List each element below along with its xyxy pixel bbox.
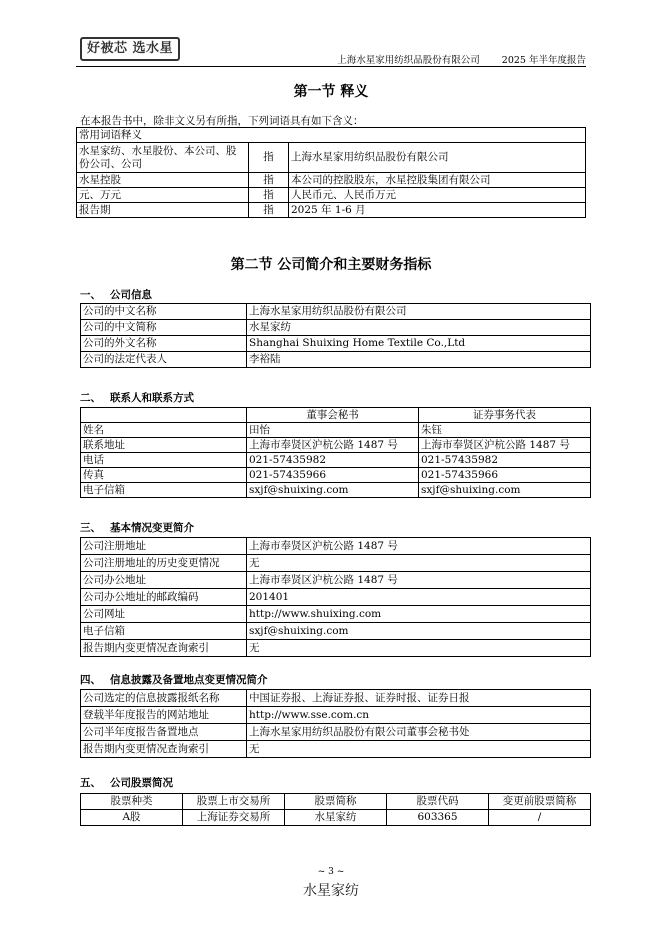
table-row — [81, 707, 591, 724]
table-row — [81, 423, 591, 438]
table-row — [81, 352, 591, 368]
glossary-term: 水星家纺、水星股份、本公司、股份公司、公司 — [77, 143, 249, 173]
glossary-meaning: 2025 年 1-6 月 — [289, 203, 586, 218]
row-value: 021-57435966 — [247, 468, 419, 483]
glossary-meaning: 上海水星家用纺织品股份有限公司 — [289, 143, 586, 173]
page-number: ~ 3 ~ — [317, 867, 345, 877]
row-label: 公司办公地址的邮政编码 — [81, 589, 247, 606]
table-row — [81, 320, 591, 336]
glossary-table — [76, 127, 586, 218]
section2-title: 第二节 公司简介和主要财务指标 — [230, 257, 432, 273]
glossary-ref: 指 — [249, 173, 289, 188]
table-row — [81, 606, 591, 623]
row-value: 021-57435966 — [419, 468, 591, 483]
table-row — [81, 589, 591, 606]
header-report: 2025 年半年度报告 — [501, 55, 586, 66]
row-value: 李裕陆 — [247, 352, 591, 368]
table-row — [81, 468, 591, 483]
glossary-ref: 指 — [249, 188, 289, 203]
row-value: 中国证券报、上海证券报、证券时报、证券日报 — [247, 690, 591, 707]
glossary-term: 元、万元 — [77, 188, 249, 203]
stock-type: A股 — [81, 810, 183, 826]
row-value: Shanghai Shuixing Home Textile Co.,Ltd — [247, 336, 591, 352]
row-label: 传真 — [81, 468, 247, 483]
glossary-term: 水星控股 — [77, 173, 249, 188]
row-label: 公司网址 — [81, 606, 247, 623]
section1-intro: 在本报告书中，除非文义另有所指，下列词语具有如下含义： — [80, 115, 364, 127]
glossary-meaning: 人民币元、人民币万元 — [289, 188, 586, 203]
row-label: 公司办公地址 — [81, 572, 247, 589]
row-label: 电话 — [81, 453, 247, 468]
table-row — [81, 304, 591, 320]
previous-short-name: / — [489, 810, 591, 826]
basic-changes-heading: 三、 基本情况变更简介 — [80, 522, 194, 534]
row-label: 公司的外文名称 — [81, 336, 247, 352]
row-value: 上海水星家用纺织品股份有限公司 — [247, 304, 591, 320]
row-label: 报告期内变更情况查询索引 — [81, 741, 247, 758]
table-row — [77, 173, 586, 188]
disclosure-heading: 四、 信息披露及备置地点变更情况简介 — [80, 674, 268, 686]
table-row — [77, 188, 586, 203]
row-value: 无 — [247, 555, 591, 572]
row-label: 公司半年度报告备置地点 — [81, 724, 247, 741]
glossary-ref: 指 — [249, 203, 289, 218]
table-row — [81, 572, 591, 589]
table-row — [81, 724, 591, 741]
row-value: 021-57435982 — [247, 453, 419, 468]
stock-short-name: 水星家纺 — [285, 810, 387, 826]
row-value: http://www.sse.com.cn — [247, 707, 591, 724]
row-value: http://www.shuixing.com — [247, 606, 591, 623]
company-info-heading: 一、 公司信息 — [80, 289, 152, 301]
stock-exchange: 上海证券交易所 — [183, 810, 285, 826]
row-value: 021-57435982 — [419, 453, 591, 468]
row-value: 上海市奉贤区沪杭公路 1487 号 — [247, 538, 591, 555]
column-header: 变更前股票简称 — [489, 794, 591, 810]
running-header — [337, 52, 586, 66]
row-value: sxjf@shuixing.com — [419, 483, 591, 498]
column-header: 股票简称 — [285, 794, 387, 810]
row-value: 上海市奉贤区沪杭公路 1487 号 — [247, 572, 591, 589]
table-row — [77, 143, 586, 173]
table-row — [81, 690, 591, 707]
row-value: sxjf@shuixing.com — [247, 623, 591, 640]
column-header: 董事会秘书 — [247, 408, 419, 423]
stock-heading: 五、 公司股票简况 — [80, 777, 173, 789]
glossary-caption: 常用词语释义 — [77, 128, 586, 143]
row-label: 登载半年度报告的网站地址 — [81, 707, 247, 724]
table-header-row — [81, 794, 591, 810]
row-label: 公司注册地址 — [81, 538, 247, 555]
table-row — [81, 336, 591, 352]
row-value: 无 — [247, 640, 591, 657]
column-header: 股票代码 — [387, 794, 489, 810]
column-header: 股票种类 — [81, 794, 183, 810]
column-header: 股票上市交易所 — [183, 794, 285, 810]
footer-brand: 水星家纺 — [303, 883, 359, 899]
table-row — [81, 810, 591, 826]
row-label: 公司注册地址的历史变更情况 — [81, 555, 247, 572]
header-divider — [76, 66, 586, 67]
table-row — [81, 538, 591, 555]
row-label: 姓名 — [81, 423, 247, 438]
table-header-row — [81, 408, 591, 423]
table-row — [81, 555, 591, 572]
table-row — [81, 741, 591, 758]
table-row — [81, 640, 591, 657]
row-label: 电子信箱 — [81, 623, 247, 640]
company-info-table — [80, 303, 591, 368]
table-row — [77, 203, 586, 218]
row-label: 公司选定的信息披露报纸名称 — [81, 690, 247, 707]
contacts-heading: 二、 联系人和联系方式 — [80, 392, 194, 404]
section1-title: 第一节 释义 — [293, 84, 369, 100]
header-company: 上海水星家用纺织品股份有限公司 — [337, 55, 480, 66]
empty-header — [81, 408, 247, 423]
row-value: 田怡 — [247, 423, 419, 438]
row-label: 电子信箱 — [81, 483, 247, 498]
row-value: 上海市奉贤区沪杭公路 1487 号 — [247, 438, 419, 453]
table-row — [81, 453, 591, 468]
disclosure-table — [80, 689, 591, 758]
stock-table — [80, 793, 591, 826]
row-value: 无 — [247, 741, 591, 758]
row-value: 水星家纺 — [247, 320, 591, 336]
contacts-table — [80, 407, 591, 498]
row-label: 公司的法定代表人 — [81, 352, 247, 368]
row-label: 公司的中文简称 — [81, 320, 247, 336]
row-label: 联系地址 — [81, 438, 247, 453]
row-value: 朱钰 — [419, 423, 591, 438]
row-value: 201401 — [247, 589, 591, 606]
basic-changes-table — [80, 537, 591, 657]
brand-logo: 好被芯 选水星 — [80, 37, 180, 61]
stock-code: 603365 — [387, 810, 489, 826]
table-row — [81, 483, 591, 498]
row-label: 报告期内变更情况查询索引 — [81, 640, 247, 657]
glossary-ref: 指 — [249, 143, 289, 173]
row-value: 上海市奉贤区沪杭公路 1487 号 — [419, 438, 591, 453]
glossary-term: 报告期 — [77, 203, 249, 218]
column-header: 证券事务代表 — [419, 408, 591, 423]
table-row — [81, 623, 591, 640]
table-row — [81, 438, 591, 453]
glossary-meaning: 本公司的控股股东，水星控股集团有限公司 — [289, 173, 586, 188]
row-label: 公司的中文名称 — [81, 304, 247, 320]
row-value: 上海水星家用纺织品股份有限公司董事会秘书处 — [247, 724, 591, 741]
row-value: sxjf@shuixing.com — [247, 483, 419, 498]
